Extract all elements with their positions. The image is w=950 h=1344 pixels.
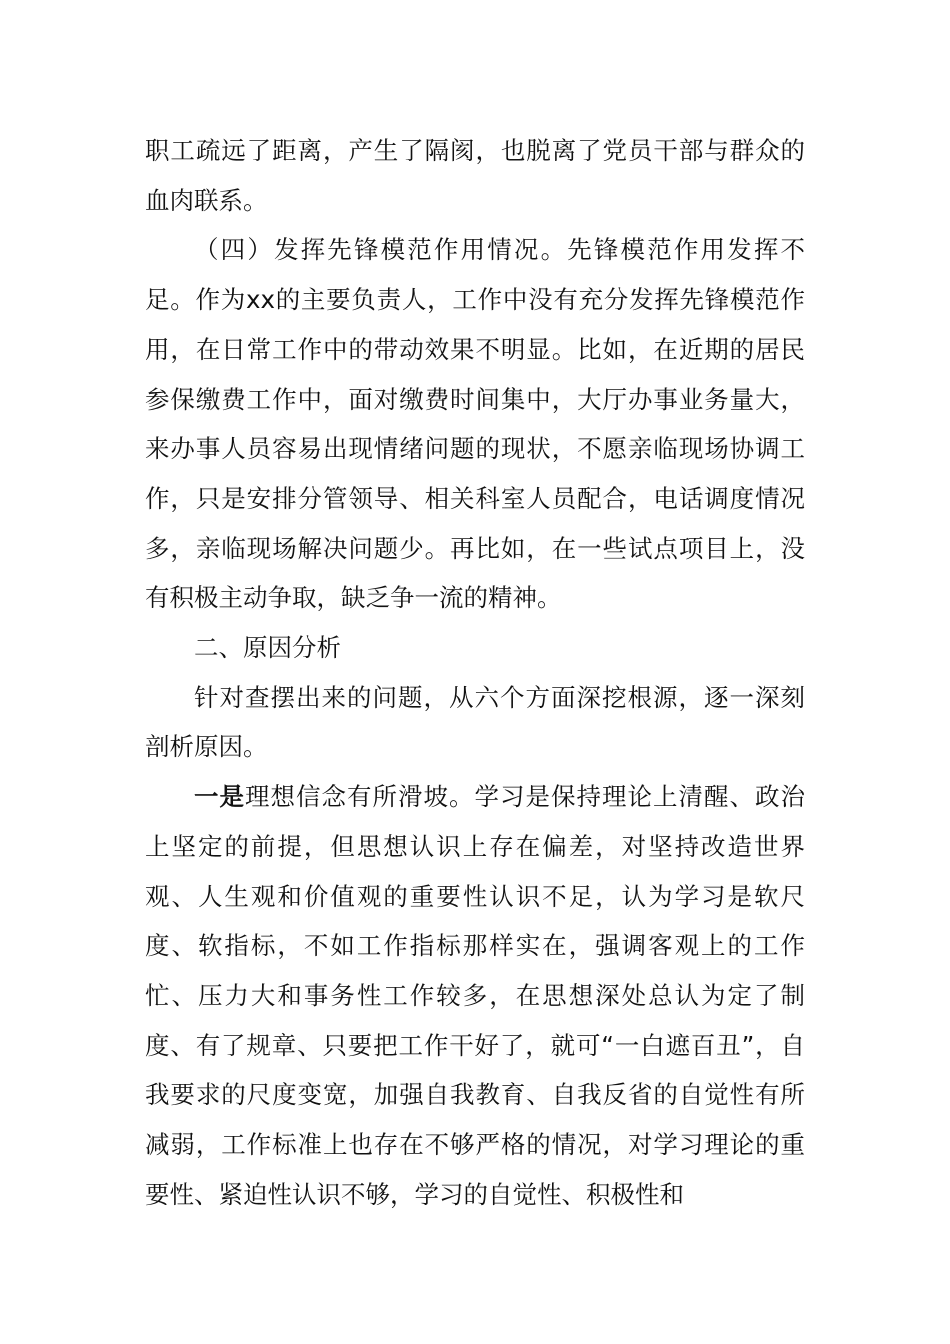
paragraph-cause-intro: 针对查摆出来的问题，从六个方面深挖根源，逐一深刻剖析原因。 xyxy=(145,682,805,762)
paragraph-section-four: （四）发挥先锋模范作用情况。先锋模范作用发挥不足。作为xx的主要负责人，工作中没有充分发挥先锋模范作用，在日常工作中的带动效果不明显。比如，在近期的居民参保缴费工作中，面对缴费时间集中，大厅办事业务量大，来办事人员容易出现情绪问题的现状，不愿亲临现场协调工作，只是安排分管领导、相关科室人员配合，电话调度情况多，亲临现场解决问题少。再比如，在一些试点项目上，没有积极主动争取，缺乏争一流的精神。 xyxy=(145,235,805,613)
paragraph-cause-one-body: 理想信念有所滑坡。学习是保持理论上清醒、政治上坚定的前提，但思想认识上存在偏差，对坚持改造世界观、人生观和价值观的重要性认识不足，认为学习是软尺度、软指标，不如工作指标那样实在，强调客观上的工作忙、压力大和事务性工作较多，在思想深处总认为定了制度、有了规章、只要把工作干好了，就可“一白遮百丑”，自我要求的尺度变宽，加强自我教育、自我反省的自觉性有所减弱，工作标准上也存在不够严格的情况，对学习理论的重要性、紧迫性认识不够，学习的自觉性、积极性和 xyxy=(145,782,805,1209)
paragraph-cause-one xyxy=(145,772,805,1219)
document-body xyxy=(145,126,805,1219)
paragraph-continuation: 职工疏远了距离，产生了隔阂，也脱离了党员干部与群众的血肉联系。 xyxy=(145,136,805,215)
paragraph-lead-bold: 一是 xyxy=(194,782,245,812)
section-heading-cause-analysis: 二、原因分析 xyxy=(194,633,341,663)
